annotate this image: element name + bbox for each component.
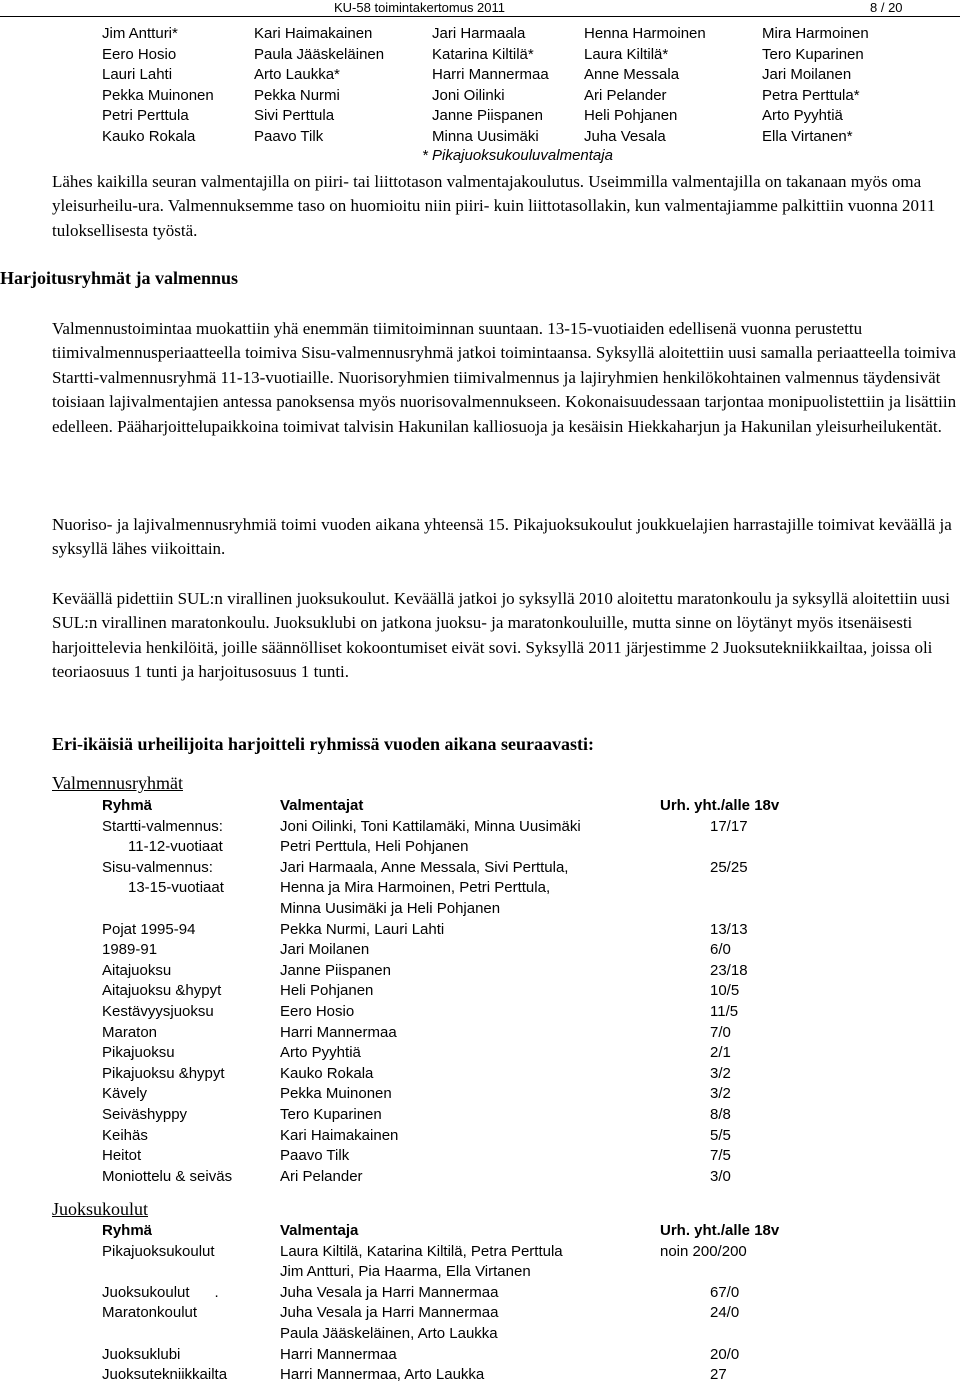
coach-footnote: * Pikajuoksukouluvalmentaja — [422, 147, 613, 164]
coach-name: Henna Harmoinen — [584, 25, 706, 42]
coach-name: Petri Perttula — [102, 107, 189, 125]
section-heading: Harjoitusryhmät ja valmennus — [0, 268, 238, 288]
coach-name: Paula Jääskeläinen — [254, 45, 385, 63]
coach-name: Arto Laukka* — [254, 66, 340, 84]
page-number: 8 / 20 — [870, 0, 903, 15]
column-header: Ryhmä — [102, 1222, 153, 1239]
count-cell: 10/5 — [710, 982, 740, 1000]
coach-name: Lauri Lahti — [102, 66, 173, 84]
count-cell: 67/0 — [710, 1283, 740, 1301]
count-cell: 23/18 — [710, 961, 748, 979]
coach-name: Pekka Muinonen — [102, 86, 214, 104]
table-row — [102, 1043, 842, 1064]
valmennus-table — [102, 796, 842, 1187]
table-row — [102, 920, 842, 941]
coach-cell: Kari Haimakainen — [280, 1126, 399, 1144]
coach-name: Sivi Perttula — [254, 107, 335, 125]
coach-name: Jari Moilanen — [762, 66, 852, 84]
count-cell: 13/13 — [710, 920, 748, 938]
group-cell: Pikajuoksukoulut — [102, 1242, 215, 1260]
table-row — [102, 1242, 842, 1263]
coach-name: Minna Uusimäki — [432, 127, 539, 145]
table-row — [102, 981, 842, 1002]
body-paragraph-3: Keväällä pidettiin SUL:n virallinen juoksukoulut. Keväällä jatkoi jo syksyllä 2010 aloitettu maratonkoulu ja syksyllä aloitettiin uusi SUL:n virallinen maratonkoulu. Juoksuklubi on jatkona juoksu- ja maratonkouluille, mutta sinne on löytänyt myös itsenäisesti harjoittelevia henkilöitä, joille säännölliset kokoontumiset eivät sovi. Syksyllä 2011 järjestimme 2 Juoksutekniikkailtaa, joissa oli teoriaosuus 1 tunti ja harjoitusosuus 1 tunti. — [52, 589, 951, 682]
coach-cell: Juha Vesala ja Harri Mannermaa — [280, 1304, 499, 1322]
column-header: Valmentaja — [280, 1222, 359, 1239]
table-row — [102, 1365, 842, 1386]
table-row — [102, 899, 842, 920]
table-row — [102, 1283, 842, 1304]
count-cell: 7/0 — [710, 1023, 731, 1041]
group-cell: Juoksuklubi — [102, 1345, 181, 1363]
coach-cell: Pekka Nurmi, Lauri Lahti — [280, 920, 445, 938]
group-cell: Pikajuoksu &hypyt — [102, 1064, 225, 1082]
coach-cell: Arto Pyyhtiä — [280, 1044, 361, 1062]
count-cell: 8/8 — [710, 1105, 731, 1123]
group-cell: Kestävyysjuoksu — [102, 1002, 214, 1020]
coach-name: Jari Harmaala — [432, 25, 526, 42]
coach-name: Kauko Rokala — [102, 127, 196, 145]
table-header-row — [102, 1221, 842, 1242]
coach-name: Pekka Nurmi — [254, 86, 340, 104]
count-cell: 3/2 — [710, 1064, 731, 1082]
column-header: Urh. yht./alle 18v — [660, 1222, 780, 1239]
coach-name: Tero Kuparinen — [762, 45, 864, 63]
coach-name: Ari Pelander — [584, 86, 667, 104]
group-cell: 11-12-vuotiaat — [128, 838, 223, 856]
table-row — [102, 817, 842, 838]
coach-cell: Petri Perttula, Heli Pohjanen — [280, 838, 469, 856]
coach-name: Ella Virtanen* — [762, 127, 853, 145]
group-cell: Juoksutekniikkailta — [102, 1366, 228, 1384]
coach-cell: Eero Hosio — [280, 1002, 355, 1020]
intro-paragraph: Lähes kaikilla seuran valmentajilla on piiri- tai liittotason valmentajakoulutus. Useimmilla valmentajilla on takanaan myös oma yleisurheilu-ura. Valmennuksemme taso on huomioitu niin piiri- kuin liittotasollakin, kun valmentajiamme palkittiin vuonna 2011 tuloksellisesta työstä. — [52, 172, 936, 240]
coach-name: Mira Harmoinen — [762, 25, 869, 42]
count-cell: 24/0 — [710, 1304, 740, 1322]
count-cell: 7/5 — [710, 1147, 731, 1165]
group-cell: Maratonkoulut — [102, 1304, 198, 1322]
coach-name: Paavo Tilk — [254, 127, 324, 145]
coach-name: Juha Vesala — [584, 127, 666, 145]
coach-cell: Jari Moilanen — [280, 941, 370, 959]
table-row — [102, 1345, 842, 1366]
column-header: Urh. yht./alle 18v — [660, 797, 780, 814]
count-cell: 2/1 — [710, 1044, 731, 1062]
coach-cell: Pekka Muinonen — [280, 1085, 392, 1103]
coach-name: Laura Kiltilä* — [584, 45, 669, 63]
count-cell: noin 200/200 — [660, 1242, 747, 1260]
count-cell: 3/2 — [710, 1085, 731, 1103]
coach-cell: Henna ja Mira Harmoinen, Petri Perttula, — [280, 879, 551, 897]
document-header-title: KU-58 toimintakertomus 2011 — [334, 0, 506, 15]
group-cell: Pikajuoksu — [102, 1044, 175, 1062]
coach-name: Petra Perttula* — [762, 86, 860, 104]
table-row — [102, 1064, 842, 1085]
coach-cell: Heli Pohjanen — [280, 982, 374, 1000]
group-cell: Aitajuoksu — [102, 961, 172, 979]
group-cell: Sisu-valmennus: — [102, 858, 213, 876]
coach-name: Heli Pohjanen — [584, 107, 678, 125]
group-cell: 1989-91 — [102, 941, 158, 959]
count-cell: 25/25 — [710, 858, 748, 876]
groups-heading: Eri-ikäisiä urheilijoita harjoitteli ryhmissä vuoden aikana seuraavasti: — [52, 734, 595, 754]
coach-name: Harri Mannermaa — [432, 66, 549, 84]
table-header-row — [102, 796, 842, 817]
table-row — [102, 1105, 842, 1126]
table-row — [102, 1084, 842, 1105]
juoksukoulut-table — [102, 1221, 842, 1386]
count-cell: 6/0 — [710, 941, 731, 959]
coach-name: Arto Pyyhtiä — [762, 107, 843, 125]
column-header: Ryhmä — [102, 797, 153, 814]
count-cell: 5/5 — [710, 1126, 731, 1144]
coach-cell: Kauko Rokala — [280, 1064, 374, 1082]
table-row — [102, 1023, 842, 1044]
coach-name: Anne Messala — [584, 66, 680, 84]
group-cell: Startti-valmennus: — [102, 817, 223, 835]
coach-cell: Juha Vesala ja Harri Mannermaa — [280, 1283, 499, 1301]
table-row — [102, 961, 842, 982]
header-divider — [0, 16, 960, 17]
group-cell: Keihäs — [102, 1126, 148, 1144]
coach-name: Jim Antturi* — [102, 25, 178, 42]
group-cell: Juoksukoulut . — [102, 1283, 219, 1301]
table-row — [102, 837, 842, 858]
count-cell: 20/0 — [710, 1345, 740, 1363]
group-cell: 13-15-vuotiaat — [128, 879, 224, 897]
coach-name: Eero Hosio — [102, 45, 177, 63]
table-row — [102, 940, 842, 961]
group-cell: Kävely — [102, 1085, 148, 1103]
count-cell: 11/5 — [710, 1002, 739, 1020]
group-cell: Pojat 1995-94 — [102, 920, 196, 938]
valmennus-label: Valmennusryhmät — [52, 773, 183, 793]
juoksukoulut-label: Juoksukoulut — [52, 1199, 149, 1219]
coach-name: Kari Haimakainen — [254, 25, 373, 42]
coach-cell: Harri Mannermaa — [280, 1345, 397, 1363]
group-cell: Heitot — [102, 1147, 142, 1165]
group-cell: Seiväshyppy — [102, 1105, 188, 1123]
coach-cell: Laura Kiltilä, Katarina Kiltilä, Petra Perttula — [280, 1242, 563, 1260]
column-header: Valmentajat — [280, 797, 364, 814]
group-cell: Aitajuoksu &hypyt — [102, 982, 222, 1000]
coach-cell: Joni Oilinki, Toni Kattilamäki, Minna Uusimäki — [280, 817, 581, 835]
body-paragraph-1: Valmennustoimintaa muokattiin yhä enemmän tiimitoiminnan suuntaan. 13-15-vuotiaiden edellisenä vuonna perustettu tiimivalmennusperiaatteella toimiva Sisu-valmennusryhmä jatkoi toimintaansa. Syksyllä aloitettiin uusi samalla periaatteella toimiva Startti-valmennusryhmä 11-13-vuotiaille. Nuorisoryhmien tiimivalmennus ja lajiryhmien henkilökohtainen valmennus täydensivät toisiaan lajivalmentajien antessa panoksensa myös nuorisovalmennukseen. Kokonaisuudessaan tarjontaa monipuolistettiin ja lisättiin edelleen. Pääharjoittelupaikkoina toimivat talvisin Hakunilan kalliosuoja ja kesäisin Hiekkaharjun ja Hakunilan yleisurheilukentät. — [52, 319, 957, 436]
coach-name: Joni Oilinki — [432, 86, 505, 104]
table-row — [102, 1324, 842, 1345]
coach-cell: Jim Antturi, Pia Haarma, Ella Virtanen — [280, 1263, 531, 1281]
group-cell: Maraton — [102, 1023, 158, 1041]
count-cell: 27 — [710, 1366, 727, 1384]
group-cell: Moniottelu & seiväs — [102, 1167, 233, 1185]
coach-cell: Harri Mannermaa, Arto Laukka — [280, 1366, 485, 1384]
coach-cell: Minna Uusimäki ja Heli Pohjanen — [280, 899, 501, 917]
coach-name: Katarina Kiltilä* — [432, 45, 534, 63]
table-row — [102, 1262, 842, 1283]
table-row — [102, 1126, 842, 1147]
table-row — [102, 1146, 842, 1167]
body-paragraph-2: Nuoriso- ja lajivalmennusryhmiä toimi vuoden aikana yhteensä 15. Pikajuoksukoulut joukkuelajien harrastajille toimivat keväällä ja syksyllä lähes viikoittain. — [52, 515, 952, 559]
coach-cell: Paavo Tilk — [280, 1147, 350, 1165]
count-cell: 17/17 — [710, 817, 748, 835]
table-row — [102, 878, 842, 899]
count-cell: 3/0 — [710, 1167, 731, 1185]
coach-cell: Janne Piispanen — [280, 961, 391, 979]
coach-cell: Jari Harmaala, Anne Messala, Sivi Perttula, — [280, 858, 569, 876]
table-row — [102, 1167, 842, 1188]
table-row — [102, 1002, 842, 1023]
table-row — [102, 1303, 842, 1324]
coach-cell: Tero Kuparinen — [280, 1105, 382, 1123]
coach-cell: Ari Pelander — [280, 1167, 363, 1185]
coach-cell: Paula Jääskeläinen, Arto Laukka — [280, 1324, 498, 1342]
table-row — [102, 858, 842, 879]
coach-name: Janne Piispanen — [432, 107, 543, 125]
coach-cell: Harri Mannermaa — [280, 1023, 397, 1041]
